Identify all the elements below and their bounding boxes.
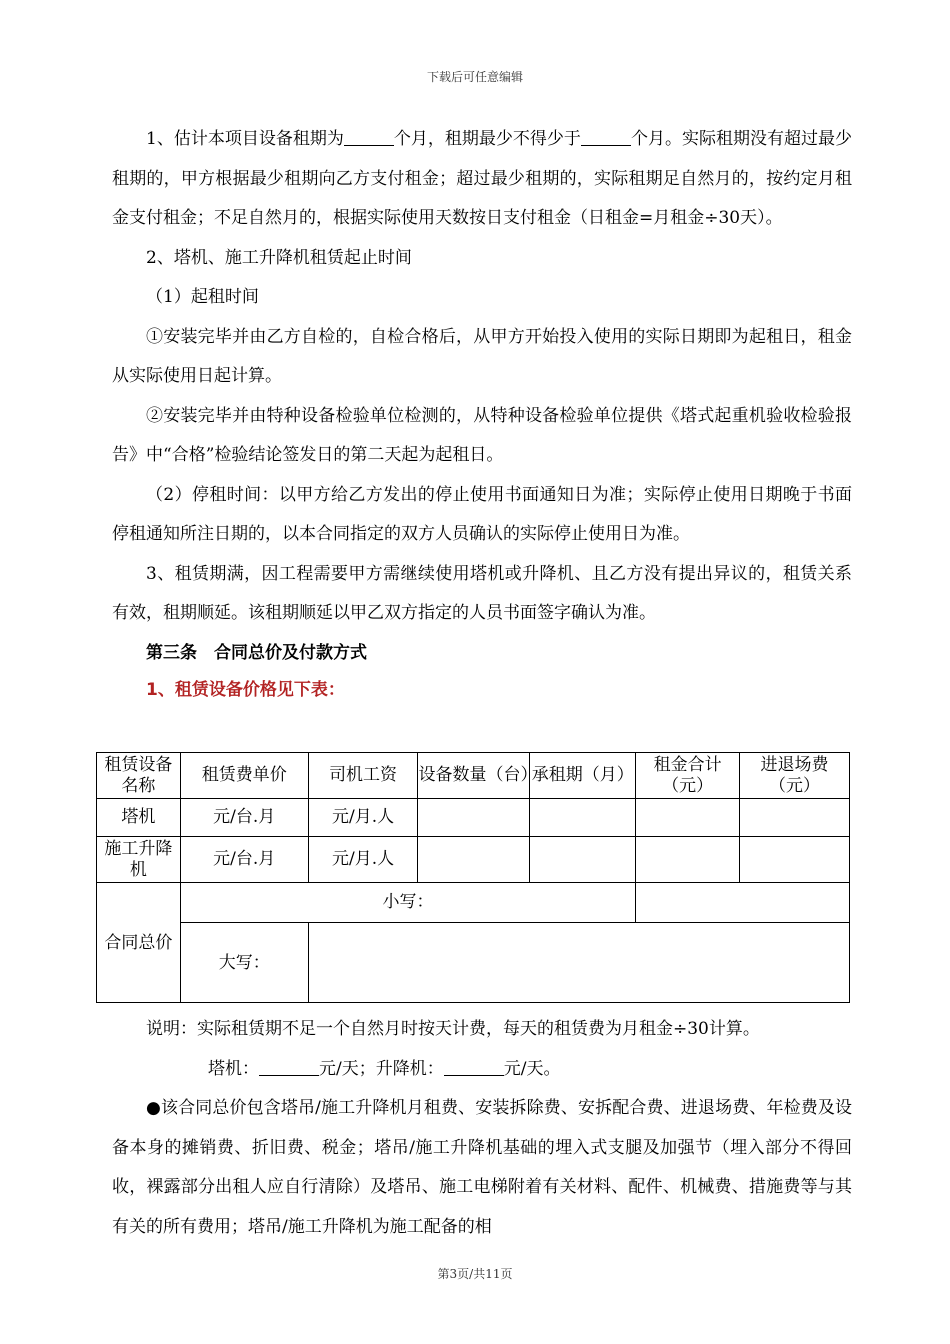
- row-hoist-term[interactable]: [530, 837, 636, 883]
- header-unit-price: 租赁费单价: [180, 753, 308, 799]
- table-row: [97, 799, 850, 837]
- row-hoist-rent[interactable]: [636, 837, 740, 883]
- row-tower-crane-name: 塔机: [97, 799, 181, 837]
- hoist-daily-label: 元/天；升降机：: [319, 1058, 444, 1079]
- tower-crane-daily-label: 塔机：: [208, 1058, 259, 1079]
- header-rent-total: 租金合计（元）: [636, 753, 740, 799]
- header-term: 承租期（月）: [530, 753, 636, 799]
- paragraph-start-end: 2、塔机、施工升降机租赁起止时间: [146, 247, 412, 268]
- row-tower-crane-term[interactable]: [530, 799, 636, 837]
- paragraph-rental-term: [112, 120, 852, 239]
- paragraph-third-party-inspection: ②安装完毕并由特种设备检验单位检测的，从特种设备检验单位提供《塔式起重机验收检验报告》中“合格”检验结论签发日的第二天起为起租日。: [112, 405, 852, 465]
- header-driver-wage: 司机工资: [308, 753, 418, 799]
- paragraph-stop-time: （2）停租时间：以甲方给乙方发出的停止使用书面通知日为准；实际停止使用日期晚于书面停租通知所注日期的，以本合同指定的双方人员确认的实际停止使用日为准。: [112, 484, 852, 544]
- rental-term-text-2: 个月，租期最少不得少于: [393, 129, 581, 149]
- row-tower-crane-rent[interactable]: [636, 799, 740, 837]
- paragraph-start-time: （1）起租时间: [146, 287, 259, 307]
- total-small-value[interactable]: [636, 883, 850, 923]
- table-header-row: [97, 753, 850, 799]
- total-label: [97, 883, 181, 1003]
- row-tower-crane-move[interactable]: [740, 799, 850, 837]
- row-tower-crane-qty[interactable]: [418, 799, 530, 837]
- note-price-inclusions: ●该合同总价包含塔吊/施工升降机月租费、安装拆除费、安拆配合费、进退场费、年检费及设备本身的摊销费、折旧费、税金；塔吊/施工升降机基础的埋入式支腿及加强节（埋入部分不得回收，裸露部分出租人应自行清除）及塔吊、施工电梯附着有关材料、配件、机械费、措施费等与其有关的所有费用；塔吊/施工升降机为施工配备的相: [112, 1098, 852, 1237]
- row-hoist-move[interactable]: [740, 837, 850, 883]
- total-label-text: 合同总价: [104, 932, 173, 953]
- daily-unit-label: 元/天。: [503, 1058, 561, 1079]
- price-table-heading: 1、租赁设备价格见下表：: [146, 680, 345, 700]
- table-row: [97, 837, 850, 883]
- page-header: 下载后可任意编辑: [426, 70, 523, 84]
- post-table-notes: [112, 1010, 852, 1247]
- blank-tower-crane-daily[interactable]: [259, 1058, 319, 1076]
- blank-estimated-months[interactable]: [344, 128, 394, 146]
- paragraph-self-inspection: ①安装完毕并由乙方自检的，自检合格后，从甲方开始投入使用的实际日期即为起租日，租金从实际使用日起计算。: [112, 326, 852, 386]
- article-three-heading: 第三条 合同总价及付款方式: [146, 642, 367, 663]
- table-total-row: [97, 883, 850, 923]
- page-footer: 第3页/共11页: [437, 1267, 513, 1281]
- paragraph-extension: 3、租赁期满，因工程需要甲方需继续使用塔机或升降机、且乙方没有提出异议的，租赁关系有效，租期顺延。该租期顺延以甲乙双方指定的人员书面签字确认为准。: [112, 563, 852, 623]
- rental-term-text: 1、估计本项目设备租期为: [146, 129, 344, 149]
- header-quantity: 设备数量（台）: [418, 753, 530, 799]
- row-hoist-driver[interactable]: 元/月.人: [308, 837, 418, 883]
- rental-term-text-3: 个月。实际租期没有超过最少租期的，甲方根据最少租期向乙方支付租金；超过最少租期的，实际租期足自然月的，按约定月租金支付租金；不足自然月的，根据实际使用天数按日支付租金（日租金=月租金÷30天）。: [112, 129, 852, 228]
- row-tower-crane-driver[interactable]: 元/月.人: [308, 799, 418, 837]
- total-small-label: 小写：: [180, 883, 635, 923]
- total-big-value[interactable]: [308, 923, 849, 1003]
- header-move-fee: 进退场费（元）: [740, 753, 850, 799]
- table-total-big-row: [97, 923, 850, 1003]
- contract-body: [112, 120, 852, 707]
- header-equipment-name: 租赁设备名称: [97, 753, 181, 799]
- blank-hoist-daily[interactable]: [444, 1058, 504, 1076]
- row-hoist-unit-price[interactable]: 元/台.月: [180, 837, 308, 883]
- note-daily-rate: 说明：实际租赁期不足一个自然月时按天计费，每天的租赁费为月租金÷30计算。: [146, 1019, 760, 1039]
- total-big-label: 大写：: [180, 923, 308, 1003]
- row-hoist-name: 施工升降机: [97, 837, 181, 883]
- price-table: [96, 752, 850, 1003]
- row-hoist-qty[interactable]: [418, 837, 530, 883]
- note-daily-amounts: [112, 1050, 852, 1090]
- blank-minimum-months[interactable]: [581, 128, 631, 146]
- row-tower-crane-unit-price[interactable]: 元/台.月: [180, 799, 308, 837]
